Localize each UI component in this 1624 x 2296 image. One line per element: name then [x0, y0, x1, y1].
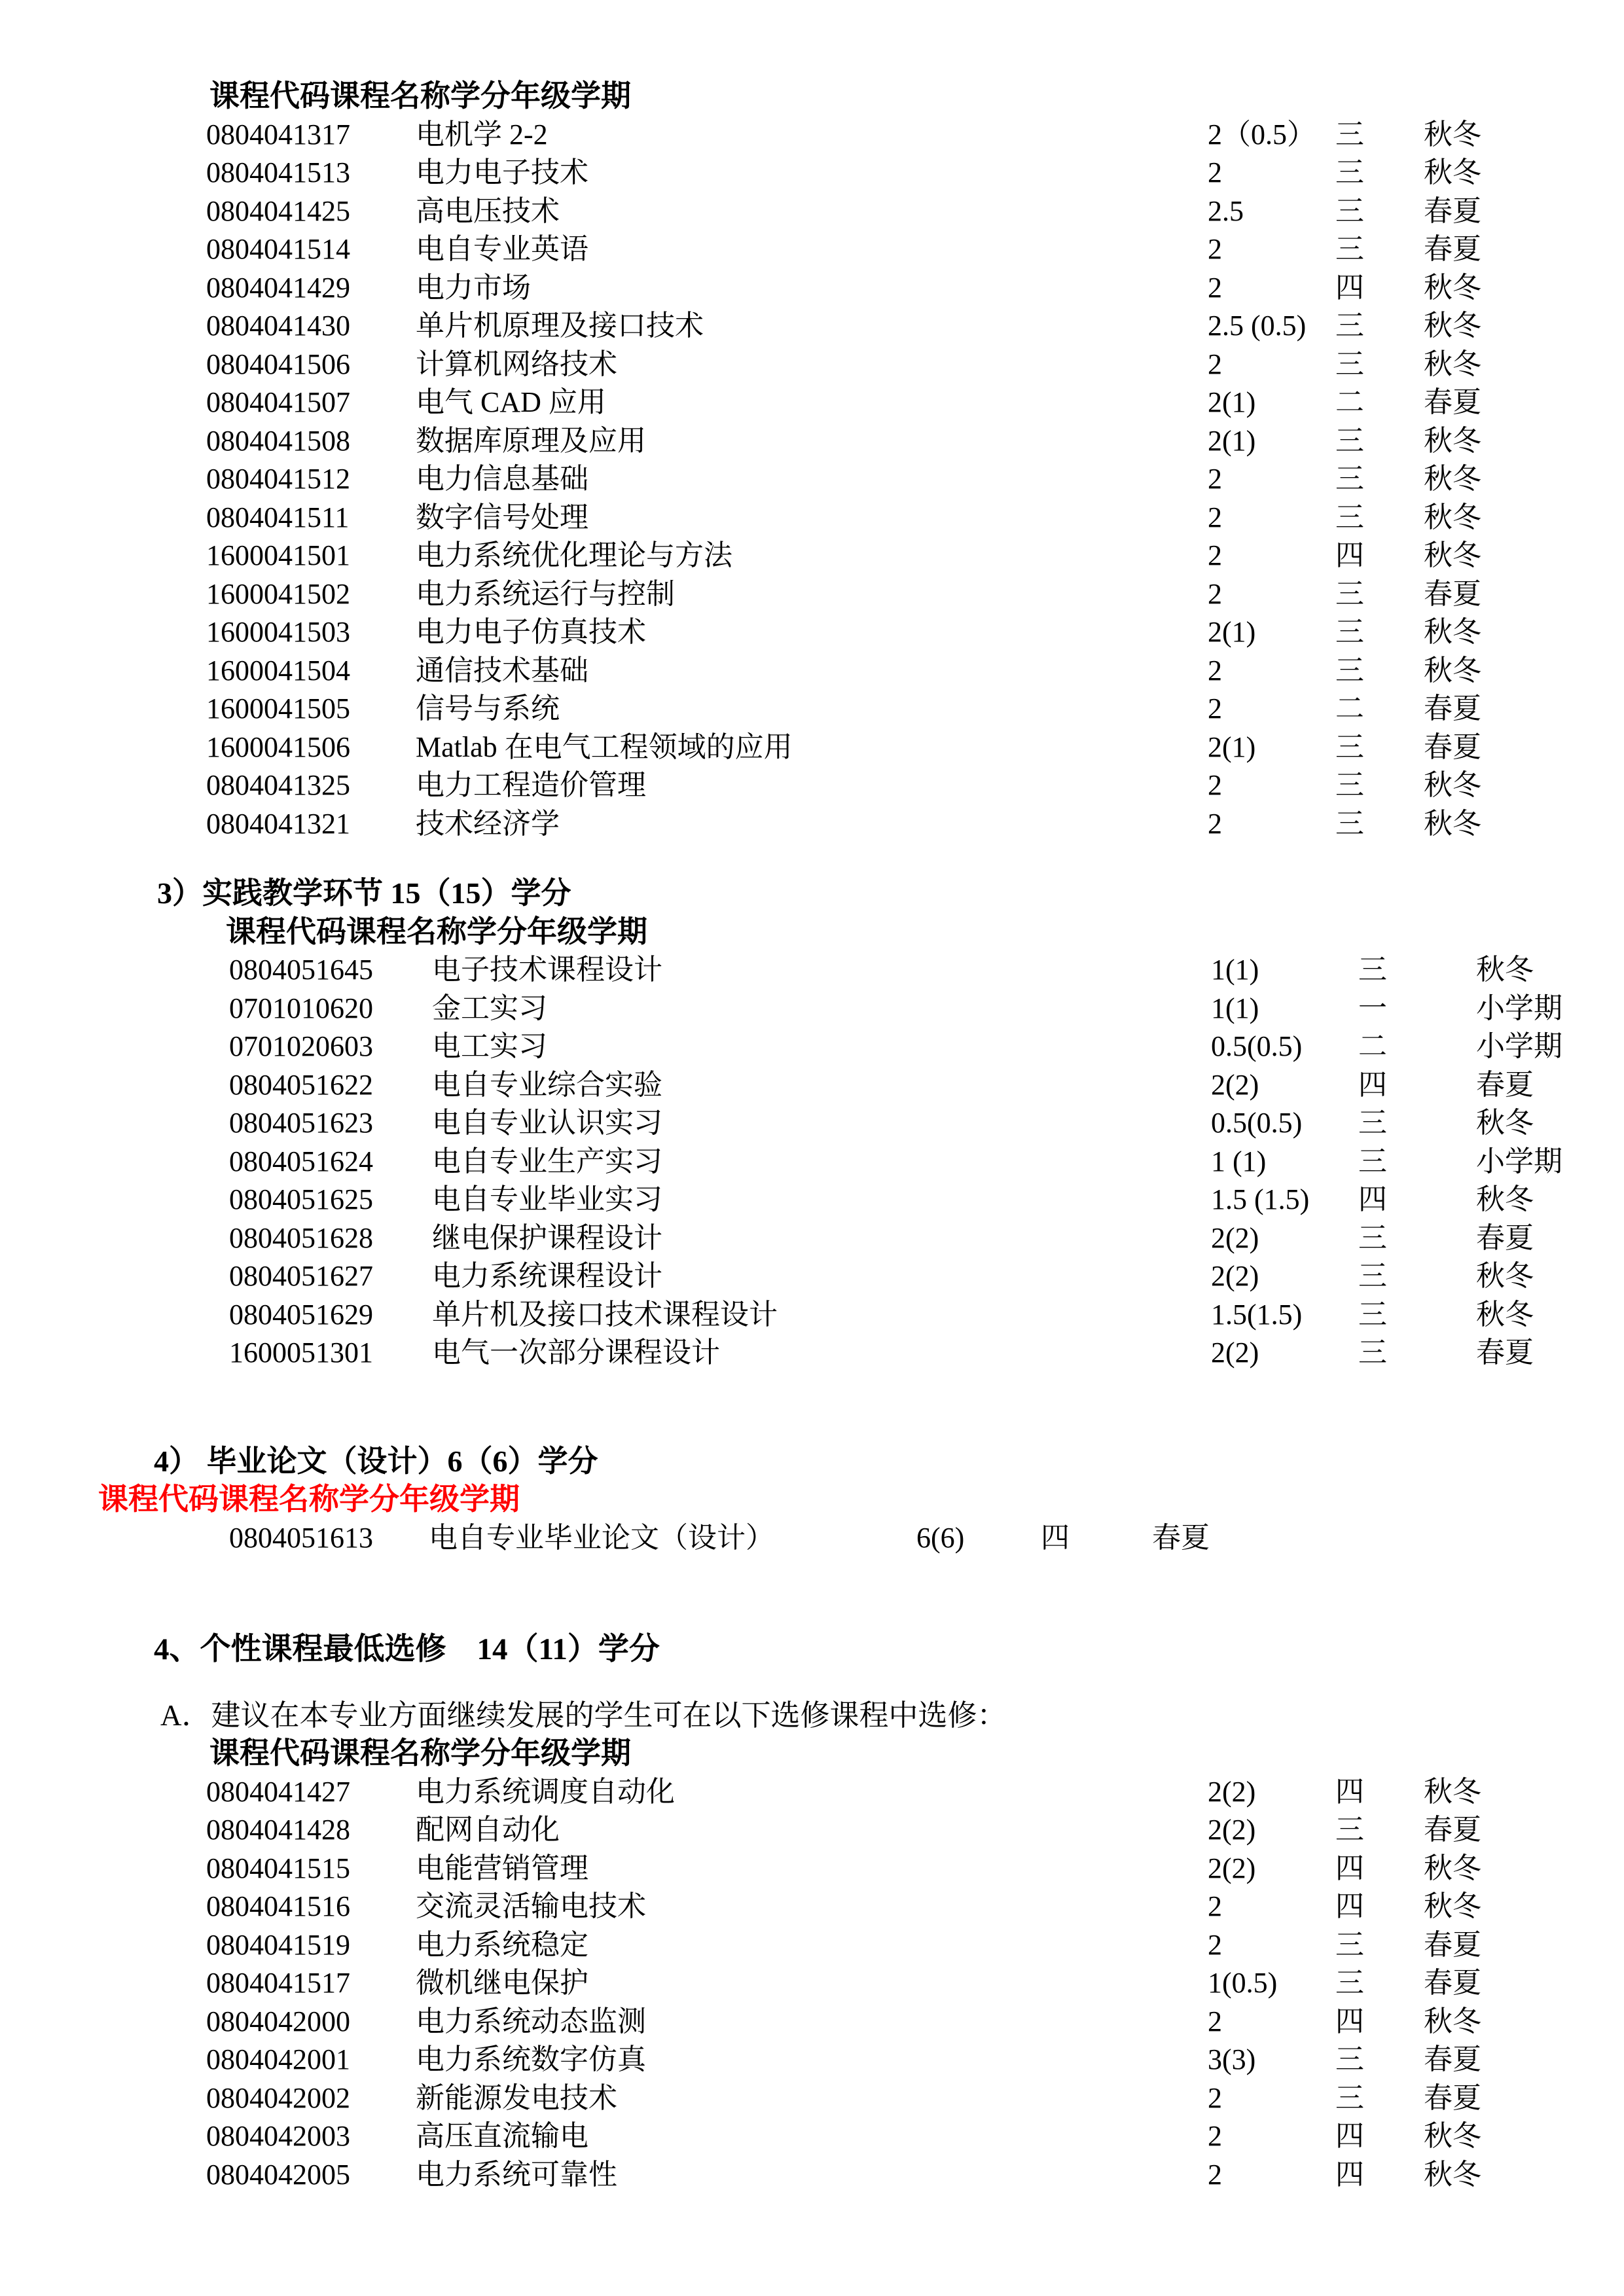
course-row	[0, 766, 1624, 805]
course-credit: 2(2)	[1211, 1260, 1259, 1292]
course-credit: 2(1)	[1208, 424, 1256, 457]
course-name: 电子技术课程设计	[432, 954, 662, 986]
course-credit: 1.5 (1.5)	[1211, 1183, 1310, 1215]
course-name: 电力系统课程设计	[432, 1260, 662, 1292]
course-code: 1600041504	[206, 654, 350, 687]
course-semester: 秋冬	[1424, 616, 1481, 648]
course-credit: 2.5 (0.5)	[1208, 310, 1307, 342]
course-row	[0, 307, 1624, 346]
course-grade: 三	[1335, 616, 1364, 648]
course-name: 电力市场	[416, 271, 531, 304]
elective-suggestion-note: A．建议在本专业方面继续发展的学生可在以下选修课程中选修：	[160, 1698, 1007, 1732]
section4-column-header-red: 课程代码课程名称学分年级学期	[98, 1482, 520, 1516]
course-row	[0, 269, 1624, 308]
course-credit: 6(6)	[916, 1521, 965, 1554]
course-grade: 三	[1358, 1260, 1387, 1292]
course-row	[0, 230, 1624, 269]
course-semester: 春夏	[1152, 1521, 1210, 1554]
course-code: 0804051624	[229, 1145, 373, 1177]
course-name: 电气 CAD 应用	[416, 386, 606, 418]
course-semester: 春夏	[1424, 386, 1481, 418]
course-code: 0804042005	[206, 2158, 350, 2191]
course-row	[0, 1850, 1624, 1888]
table1-rows	[0, 116, 1624, 844]
section3-heading: 3）实践教学环节 15（15）学分	[157, 876, 571, 910]
course-semester: 秋冬	[1424, 769, 1481, 801]
course-code: 0804042000	[206, 2005, 350, 2037]
course-grade: 三	[1335, 1967, 1364, 1999]
course-name: 电工实习	[432, 1030, 547, 1062]
course-semester: 秋冬	[1424, 348, 1481, 380]
course-name: 微机继电保护	[416, 1967, 588, 1999]
course-name: 电力系统数字仿真	[416, 2043, 646, 2075]
course-semester: 春夏	[1424, 1814, 1481, 1846]
course-code: 0804051613	[229, 1521, 373, 1554]
course-grade: 三	[1335, 577, 1364, 610]
course-credit: 2(1)	[1208, 616, 1256, 648]
course-code: 0804041425	[206, 194, 350, 227]
course-semester: 秋冬	[1424, 1852, 1481, 1884]
course-name: 电气一次部分课程设计	[432, 1336, 720, 1369]
course-name: 信号与系统	[416, 692, 560, 725]
course-row	[0, 1334, 1624, 1372]
course-row	[0, 652, 1624, 691]
section3-column-header: 课程代码课程名称学分年级学期	[226, 914, 647, 948]
course-row	[0, 1773, 1624, 1812]
course-semester: 春夏	[1424, 730, 1481, 763]
course-credit: 2	[1208, 2081, 1222, 2114]
course-name: 电力系统可靠性	[416, 2158, 617, 2191]
section4-heading: 4） 毕业论文（设计）6（6）学分	[154, 1444, 598, 1478]
course-credit: 2	[1208, 654, 1222, 687]
course-row	[0, 537, 1624, 575]
course-row	[0, 422, 1624, 461]
course-credit: 1(0.5)	[1208, 1967, 1278, 1999]
course-grade: 四	[1041, 1521, 1070, 1554]
course-code: 0804042002	[206, 2081, 350, 2114]
course-row	[0, 1926, 1624, 1965]
course-grade: 四	[1335, 1775, 1364, 1808]
course-grade: 三	[1335, 807, 1364, 840]
course-code: 0804041507	[206, 386, 350, 418]
course-row	[0, 1296, 1624, 1335]
course-semester: 春夏	[1424, 194, 1481, 227]
course-credit: 1 (1)	[1211, 1145, 1267, 1177]
course-name: 电自专业毕业论文（设计）	[429, 1521, 774, 1554]
course-credit: 2	[1208, 501, 1222, 533]
course-code: 0804041514	[206, 233, 350, 265]
course-code: 0804051645	[229, 954, 373, 986]
course-row	[0, 116, 1624, 154]
course-credit: 2.5	[1208, 194, 1244, 227]
course-row	[0, 2117, 1624, 2156]
course-code: 0804051625	[229, 1183, 373, 1215]
course-code: 0804051627	[229, 1260, 373, 1292]
course-name: 交流灵活输电技术	[416, 1890, 646, 1922]
course-code: 1600041502	[206, 577, 350, 610]
course-semester: 小学期	[1476, 1145, 1562, 1177]
course-name: 电力系统调度自动化	[416, 1775, 675, 1808]
course-semester: 秋冬	[1424, 807, 1481, 840]
course-grade: 二	[1358, 1030, 1387, 1062]
course-code: 0804041516	[206, 1890, 350, 1922]
course-row	[0, 951, 1624, 990]
course-grade: 三	[1358, 1336, 1387, 1369]
course-code: 0804051628	[229, 1221, 373, 1254]
course-name: 金工实习	[432, 992, 547, 1024]
course-name: 单片机原理及接口技术	[416, 310, 704, 342]
electives-rows	[0, 1773, 1624, 2195]
course-grade: 三	[1335, 1814, 1364, 1846]
course-name: 电力系统动态监测	[416, 2005, 646, 2037]
course-code: 0804041321	[206, 807, 350, 840]
course-row	[0, 2156, 1624, 2195]
course-grade: 四	[1335, 539, 1364, 571]
course-name: Matlab 在电气工程领域的应用	[416, 730, 793, 763]
course-semester: 春夏	[1424, 1967, 1481, 1999]
course-row	[0, 1104, 1624, 1143]
course-code: 0804051629	[229, 1298, 373, 1331]
course-credit: 2(2)	[1211, 1068, 1259, 1101]
course-row	[0, 613, 1624, 652]
course-name: 电自专业认识实习	[432, 1107, 662, 1139]
course-credit: 2(2)	[1211, 1336, 1259, 1369]
course-row	[0, 690, 1624, 728]
course-semester: 春夏	[1424, 1928, 1481, 1961]
course-credit: 2(2)	[1211, 1221, 1259, 1254]
course-grade: 三	[1358, 954, 1387, 986]
course-credit: 2	[1208, 2120, 1222, 2152]
course-row	[0, 1811, 1624, 1850]
course-credit: 2（0.5）	[1208, 118, 1316, 151]
course-row	[0, 1028, 1624, 1066]
course-semester: 秋冬	[1424, 424, 1481, 457]
course-semester: 秋冬	[1424, 118, 1481, 151]
course-credit: 2	[1208, 769, 1222, 801]
course-credit: 2	[1208, 2005, 1222, 2037]
course-credit: 0.5(0.5)	[1211, 1030, 1303, 1062]
course-grade: 三	[1335, 233, 1364, 265]
course-grade: 三	[1335, 769, 1364, 801]
course-semester: 秋冬	[1424, 310, 1481, 342]
course-code: 0804041429	[206, 271, 350, 304]
course-row	[0, 1143, 1624, 1181]
course-grade: 二	[1335, 386, 1364, 418]
course-row	[0, 499, 1624, 537]
course-row	[0, 460, 1624, 499]
course-credit: 2(2)	[1208, 1814, 1256, 1846]
course-name: 电自专业生产实习	[432, 1145, 662, 1177]
course-name: 计算机网络技术	[416, 348, 617, 380]
course-name: 配网自动化	[416, 1814, 560, 1846]
course-semester: 春夏	[1476, 1221, 1534, 1254]
course-grade: 三	[1335, 2081, 1364, 2114]
course-semester: 秋冬	[1424, 463, 1481, 495]
course-name: 电力系统稳定	[416, 1928, 588, 1961]
course-semester: 秋冬	[1424, 2005, 1481, 2037]
course-grade: 三	[1358, 1298, 1387, 1331]
course-grade: 三	[1335, 463, 1364, 495]
course-grade: 三	[1335, 118, 1364, 151]
course-credit: 2(1)	[1208, 386, 1256, 418]
course-semester: 秋冬	[1424, 501, 1481, 533]
course-grade: 四	[1335, 2005, 1364, 2037]
course-grade: 三	[1335, 348, 1364, 380]
course-name: 电力电子仿真技术	[416, 616, 646, 648]
course-code: 0804041427	[206, 1775, 350, 1808]
course-row	[0, 154, 1624, 192]
course-credit: 2	[1208, 1890, 1222, 1922]
course-name: 数据库原理及应用	[416, 424, 646, 457]
course-credit: 2	[1208, 577, 1222, 610]
course-credit: 2	[1208, 2158, 1222, 2191]
graduation-course-row	[0, 1519, 1624, 1558]
course-row	[0, 805, 1624, 844]
course-name: 电力电子技术	[416, 156, 588, 188]
course-code: 0701010620	[229, 992, 373, 1024]
course-row	[0, 1219, 1624, 1258]
course-credit: 2(2)	[1208, 1775, 1256, 1808]
course-row	[0, 575, 1624, 614]
course-grade: 三	[1358, 1107, 1387, 1139]
table1-column-header: 课程代码课程名称学分年级学期	[209, 79, 631, 113]
course-name: 技术经济学	[416, 807, 560, 840]
course-code: 0804041517	[206, 1967, 350, 1999]
course-credit: 1(1)	[1211, 992, 1259, 1024]
course-grade: 四	[1335, 2158, 1364, 2191]
course-name: 电机学 2-2	[416, 118, 548, 151]
course-semester: 秋冬	[1476, 1107, 1534, 1139]
course-code: 0804041508	[206, 424, 350, 457]
course-code: 0701020603	[229, 1030, 373, 1062]
course-grade: 三	[1335, 501, 1364, 533]
course-name: 高电压技术	[416, 194, 560, 227]
course-code: 0804041506	[206, 348, 350, 380]
course-grade: 三	[1335, 1928, 1364, 1961]
course-name: 数字信号处理	[416, 501, 588, 533]
course-semester: 春夏	[1476, 1068, 1534, 1101]
course-row	[0, 2041, 1624, 2079]
course-code: 0804041519	[206, 1928, 350, 1961]
course-code: 0804041430	[206, 310, 350, 342]
course-credit: 2	[1208, 156, 1222, 188]
course-semester: 春夏	[1424, 2081, 1481, 2114]
course-semester: 秋冬	[1424, 1890, 1481, 1922]
electives-column-header: 课程代码课程名称学分年级学期	[209, 1736, 631, 1770]
course-name: 电力信息基础	[416, 463, 588, 495]
course-grade: 三	[1335, 194, 1364, 227]
course-code: 1600041506	[206, 730, 350, 763]
course-semester: 秋冬	[1476, 1260, 1534, 1292]
course-grade: 二	[1335, 692, 1364, 725]
course-row	[0, 2003, 1624, 2041]
course-grade: 三	[1335, 424, 1364, 457]
course-name: 单片机及接口技术课程设计	[432, 1298, 778, 1331]
course-name: 通信技术基础	[416, 654, 588, 687]
course-semester: 秋冬	[1424, 271, 1481, 304]
course-code: 1600041505	[206, 692, 350, 725]
course-row	[0, 990, 1624, 1028]
course-semester: 春夏	[1424, 577, 1481, 610]
course-semester: 秋冬	[1424, 2120, 1481, 2152]
course-grade: 一	[1358, 992, 1387, 1024]
course-row	[0, 1257, 1624, 1296]
course-name: 电能营销管理	[416, 1852, 588, 1884]
course-code: 1600041503	[206, 616, 350, 648]
course-row	[0, 1181, 1624, 1219]
course-credit: 1.5(1.5)	[1211, 1298, 1303, 1331]
course-code: 0804041515	[206, 1852, 350, 1884]
course-grade: 三	[1358, 1221, 1387, 1254]
course-grade: 四	[1335, 2120, 1364, 2152]
course-grade: 四	[1335, 271, 1364, 304]
course-credit: 0.5(0.5)	[1211, 1107, 1303, 1139]
course-semester: 秋冬	[1424, 156, 1481, 188]
course-grade: 三	[1358, 1145, 1387, 1177]
course-code: 1600051301	[229, 1336, 373, 1369]
course-name: 新能源发电技术	[416, 2081, 617, 2114]
course-credit: 2	[1208, 807, 1222, 840]
course-semester: 春夏	[1424, 692, 1481, 725]
course-name: 电力工程造价管理	[416, 769, 646, 801]
course-code: 0804041325	[206, 769, 350, 801]
course-code: 0804051622	[229, 1068, 373, 1101]
course-grade: 三	[1335, 730, 1364, 763]
course-name: 电力系统优化理论与方法	[416, 539, 732, 571]
course-credit: 2(1)	[1208, 730, 1256, 763]
course-semester: 春夏	[1424, 2043, 1481, 2075]
course-name: 电力系统运行与控制	[416, 577, 675, 610]
course-credit: 2	[1208, 463, 1222, 495]
course-grade: 三	[1335, 2043, 1364, 2075]
course-row	[0, 192, 1624, 231]
course-name: 电自专业毕业实习	[432, 1183, 662, 1215]
course-credit: 2	[1208, 539, 1222, 571]
course-credit: 2	[1208, 348, 1222, 380]
course-name: 高压直流输电	[416, 2120, 588, 2152]
course-credit: 2(2)	[1208, 1852, 1256, 1884]
course-code: 0804042003	[206, 2120, 350, 2152]
course-semester: 秋冬	[1424, 2158, 1481, 2191]
course-row	[0, 1964, 1624, 2003]
course-code: 0804041512	[206, 463, 350, 495]
course-row	[0, 1888, 1624, 1926]
course-row	[0, 346, 1624, 384]
course-code: 1600041501	[206, 539, 350, 571]
course-grade: 四	[1335, 1852, 1364, 1884]
section3-rows	[0, 951, 1624, 1372]
course-semester: 秋冬	[1424, 654, 1481, 687]
course-grade: 四	[1335, 1890, 1364, 1922]
course-grade: 四	[1358, 1183, 1387, 1215]
course-semester: 秋冬	[1476, 954, 1534, 986]
course-semester: 小学期	[1476, 1030, 1562, 1062]
course-name: 继电保护课程设计	[432, 1221, 662, 1254]
course-row	[0, 384, 1624, 422]
course-row	[0, 728, 1624, 767]
elective-heading: 4、个性课程最低选修 14（11）学分	[154, 1632, 660, 1666]
course-name: 电自专业综合实验	[432, 1068, 662, 1101]
course-credit: 2	[1208, 692, 1222, 725]
course-semester: 春夏	[1476, 1336, 1534, 1369]
course-row	[0, 1066, 1624, 1105]
course-semester: 春夏	[1424, 233, 1481, 265]
course-grade: 三	[1335, 156, 1364, 188]
course-semester: 小学期	[1476, 992, 1562, 1024]
course-code: 0804042001	[206, 2043, 350, 2075]
course-code: 0804041428	[206, 1814, 350, 1846]
course-semester: 秋冬	[1476, 1183, 1534, 1215]
course-grade: 三	[1335, 310, 1364, 342]
course-grade: 四	[1358, 1068, 1387, 1101]
course-credit: 2	[1208, 233, 1222, 265]
course-credit: 1(1)	[1211, 954, 1259, 986]
course-code: 0804041513	[206, 156, 350, 188]
course-grade: 三	[1335, 654, 1364, 687]
course-semester: 秋冬	[1424, 539, 1481, 571]
course-row	[0, 2079, 1624, 2118]
course-name: 电自专业英语	[416, 233, 588, 265]
course-credit: 2	[1208, 271, 1222, 304]
course-semester: 秋冬	[1476, 1298, 1534, 1331]
course-semester: 秋冬	[1424, 1775, 1481, 1808]
course-credit: 2	[1208, 1928, 1222, 1961]
course-code: 0804041511	[206, 501, 350, 533]
course-code: 0804051623	[229, 1107, 373, 1139]
course-credit: 3(3)	[1208, 2043, 1256, 2075]
course-code: 0804041317	[206, 118, 350, 151]
